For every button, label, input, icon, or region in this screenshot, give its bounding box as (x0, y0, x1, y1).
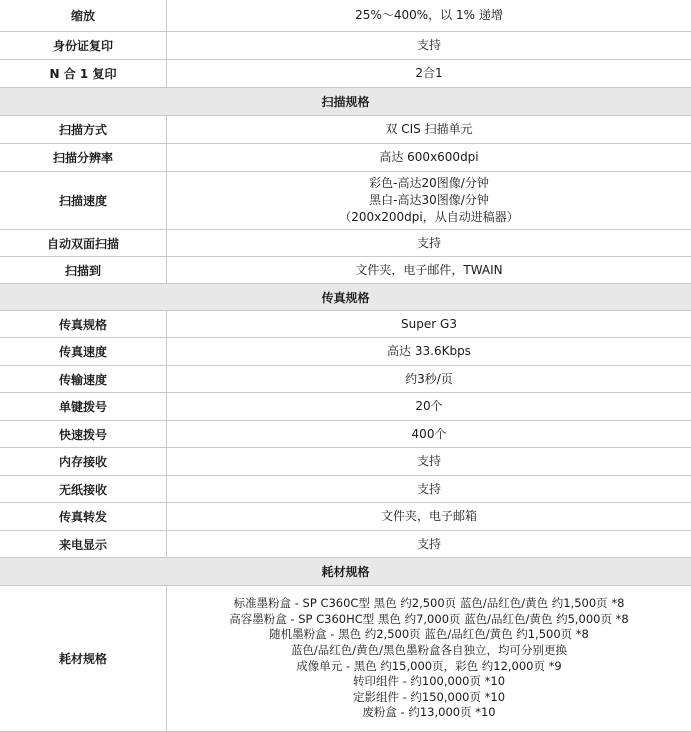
spec-row (0, 116, 691, 144)
spec-label: 传真速度 (0, 338, 167, 365)
spec-row (0, 311, 691, 338)
spec-value (167, 60, 691, 87)
spec-label: 传真规格 (0, 311, 167, 337)
spec-value-line: 彩色-高达20图像/分钟 (369, 176, 489, 190)
spec-row (0, 230, 691, 257)
spec-value (167, 116, 691, 143)
spec-value-line: 高达 600x600dpi (379, 150, 479, 164)
spec-value-line: 约3秒/页 (405, 371, 453, 386)
spec-value (167, 0, 691, 31)
spec-label: 无纸接收 (0, 476, 167, 502)
spec-value-line: 支持 (416, 536, 441, 551)
spec-row (0, 257, 691, 284)
spec-label: 扫描分辨率 (0, 144, 167, 171)
spec-label: 传真转发 (0, 503, 167, 530)
spec-value (167, 393, 691, 420)
spec-label: 缩放 (0, 0, 167, 31)
spec-value-line: 定影组件 - 约150,000页 *10 (352, 689, 506, 704)
spec-label: 扫描到 (0, 257, 167, 283)
spec-value-line: 文件夹，电子邮件，TWAIN (355, 262, 503, 277)
spec-value (167, 448, 691, 475)
spec-value-line: 蓝色/品红色/黄色/黑色墨粉盒各自独立，均可分别更换 (290, 642, 568, 657)
spec-value (167, 366, 691, 392)
spec-value (167, 586, 691, 731)
spec-value-line: 20个 (415, 399, 443, 413)
spec-value-line: 成像单元 - 黑色 约15,000页，彩色 约12,000页 *9 (296, 658, 562, 673)
spec-row (0, 421, 691, 448)
spec-label: 自动双面扫描 (0, 230, 167, 256)
spec-value-line: 支持 (416, 454, 441, 468)
spec-row (0, 60, 691, 88)
spec-value (167, 476, 691, 502)
spec-value-line: Super G3 (401, 316, 457, 331)
spec-value (167, 503, 691, 530)
spec-label: 来电显示 (0, 531, 167, 557)
spec-label: N 合 1 复印 (0, 60, 167, 87)
spec-value-line: 转印组件 - 约100,000页 *10 (352, 674, 506, 689)
spec-row (0, 0, 691, 32)
spec-label: 扫描方式 (0, 116, 167, 143)
spec-value-line: 高容墨粉盒 - SP C360HC型 黑色 约7,000页 蓝色/品红色/黄色 约5,000页 *8 (229, 611, 629, 626)
spec-label: 身份证复印 (0, 32, 167, 59)
spec-row (0, 366, 691, 393)
spec-label: 扫描速度 (0, 172, 167, 229)
spec-value (167, 257, 691, 283)
spec-row (0, 32, 691, 60)
spec-row (0, 338, 691, 366)
spec-value-line: 高达 33.6Kbps (387, 344, 471, 358)
spec-value (167, 172, 691, 229)
spec-label: 耗材规格 (0, 586, 167, 731)
spec-row (0, 476, 691, 503)
spec-value-line: （200x200dpi，从自动进稿器） (339, 210, 519, 224)
spec-value-line: 2合1 (415, 66, 443, 80)
spec-value-line: 25%～400%，以 1% 递增 (355, 8, 503, 22)
spec-value-line: 黑白-高达30图像/分钟 (369, 193, 489, 207)
spec-label: 传输速度 (0, 366, 167, 392)
spec-label: 快速拨号 (0, 421, 167, 447)
section-header: 耗材规格 (0, 558, 691, 586)
spec-value-line: 支持 (416, 38, 441, 52)
spec-label: 内存接收 (0, 448, 167, 475)
spec-value (167, 338, 691, 365)
section-header: 扫描规格 (0, 88, 691, 116)
spec-row (0, 393, 691, 421)
spec-row (0, 503, 691, 531)
spec-value-line: 双 CIS 扫描单元 (385, 122, 473, 136)
spec-row (0, 531, 691, 558)
section-header: 传真规格 (0, 284, 691, 311)
spec-value (167, 421, 691, 447)
spec-value (167, 531, 691, 557)
spec-row (0, 586, 691, 732)
spec-value-line: 废粉盒 - 约13,000页 *10 (362, 705, 496, 720)
spec-value (167, 32, 691, 59)
spec-value (167, 230, 691, 256)
spec-row (0, 144, 691, 172)
spec-value-line: 标准墨粉盒 - SP C360C型 黑色 约2,500页 蓝色/品红色/黄色 约1,500页 *8 (233, 596, 625, 611)
spec-label: 单键拨号 (0, 393, 167, 420)
spec-value-line: 支持 (416, 481, 441, 496)
spec-row (0, 172, 691, 230)
spec-value-line: 400个 (411, 426, 447, 441)
spec-value-line: 支持 (416, 235, 441, 250)
spec-row (0, 448, 691, 476)
spec-value (167, 311, 691, 337)
spec-value (167, 144, 691, 171)
spec-value-line: 随机墨粉盒 - 黑色 约2,500页 蓝色/品红色/黄色 约1,500页 *8 (269, 627, 589, 642)
spec-value-line: 文件夹，电子邮箱 (380, 509, 477, 523)
